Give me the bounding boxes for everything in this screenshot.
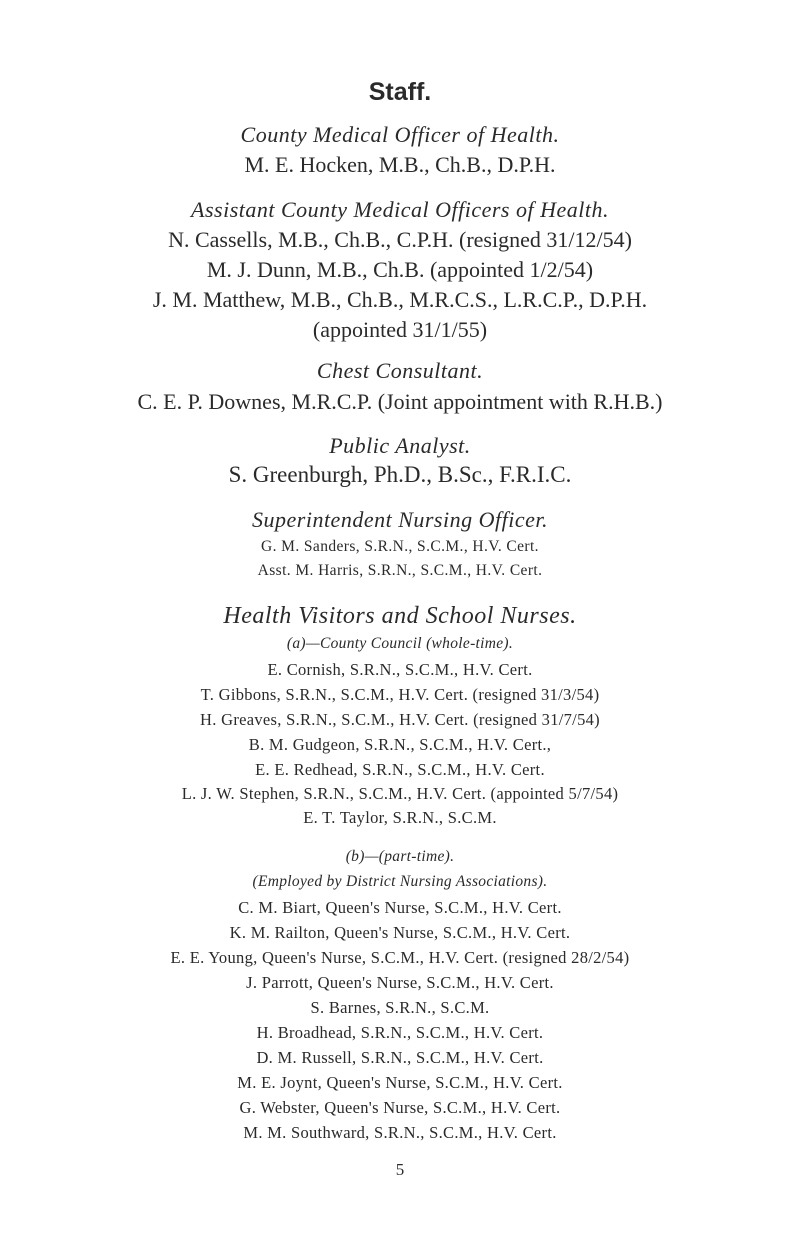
staff-line: M. E. Hocken, M.B., Ch.B., D.P.H. [244,152,556,177]
heading-assistant-medical-officers: Assistant County Medical Officers of Health. [191,197,609,222]
staff-line: (appointed 31/1/55) [312,317,488,342]
staff-line: G. Webster, Queen's Nurse, S.C.M., H.V. Cert. [239,1098,561,1117]
staff-line: E. Cornish, S.R.N., S.C.M., H.V. Cert. [267,660,533,679]
staff-line: L. J. W. Stephen, S.R.N., S.C.M., H.V. Cert. (appointed 5/7/54) [181,784,619,803]
staff-line: G. M. Sanders, S.R.N., S.C.M., H.V. Cert. [261,538,539,555]
page-number: 5 [395,1160,405,1179]
staff-line: M. J. Dunn, M.B., Ch.B. (appointed 1/2/54) [206,257,594,282]
staff-line: J. Parrott, Queen's Nurse, S.C.M., H.V. Cert. [246,973,554,992]
subheading-whole-time: (a)—County Council (whole-time). [286,635,514,652]
page-title: Staff. [368,78,432,106]
heading-superintendent-nursing-officer: Superintendent Nursing Officer. [252,507,548,532]
staff-line: Asst. M. Harris, S.R.N., S.C.M., H.V. Cert. [257,562,543,579]
staff-line: C. M. Biart, Queen's Nurse, S.C.M., H.V. Cert. [238,898,562,917]
staff-line: S. Greenburgh, Ph.D., B.Sc., F.R.I.C. [228,462,572,487]
heading-county-medical-officer: County Medical Officer of Health. [240,122,560,147]
staff-line: E. E. Young, Queen's Nurse, S.C.M., H.V. Cert. (resigned 28/2/54) [170,948,630,967]
staff-line: C. E. P. Downes, M.R.C.P. (Joint appointment with R.H.B.) [137,389,663,414]
staff-line: T. Gibbons, S.R.N., S.C.M., H.V. Cert. (resigned 31/3/54) [200,685,600,704]
staff-line: J. M. Matthew, M.B., Ch.B., M.R.C.S., L.R.C.P., D.P.H. [152,287,648,312]
subheading-part-time: (b)—(part-time). [345,848,455,865]
staff-line: D. M. Russell, S.R.N., S.C.M., H.V. Cert. [256,1048,544,1067]
subheading-district-nursing: (Employed by District Nursing Associations). [252,873,548,890]
staff-line: N. Cassells, M.B., Ch.B., C.P.H. (resigned 31/12/54) [168,227,632,252]
heading-public-analyst: Public Analyst. [329,433,471,458]
staff-line: H. Greaves, S.R.N., S.C.M., H.V. Cert. (resigned 31/7/54) [200,710,600,729]
staff-line: E. E. Redhead, S.R.N., S.C.M., H.V. Cert. [255,760,545,779]
staff-line: K. M. Railton, Queen's Nurse, S.C.M., H.V. Cert. [229,923,571,942]
staff-line: M. E. Joynt, Queen's Nurse, S.C.M., H.V. Cert. [237,1073,563,1092]
heading-chest-consultant: Chest Consultant. [316,358,484,383]
staff-line: S. Barnes, S.R.N., S.C.M. [310,998,490,1017]
staff-line: E. T. Taylor, S.R.N., S.C.M. [303,808,497,827]
staff-line: H. Broadhead, S.R.N., S.C.M., H.V. Cert. [256,1023,544,1042]
staff-line: M. M. Southward, S.R.N., S.C.M., H.V. Cert. [243,1123,557,1142]
staff-line: B. M. Gudgeon, S.R.N., S.C.M., H.V. Cert., [248,735,552,754]
heading-health-visitors: Health Visitors and School Nurses. [223,603,577,629]
